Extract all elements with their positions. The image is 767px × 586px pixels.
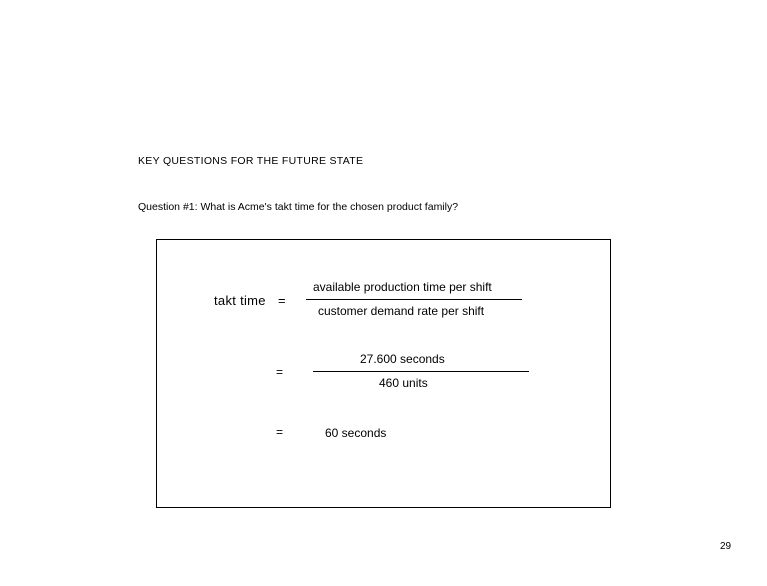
- step2-denominator: 460 units: [379, 376, 428, 390]
- page-number: 29: [720, 541, 732, 552]
- slide-heading: KEY QUESTIONS FOR THE FUTURE STATE: [138, 155, 364, 167]
- fraction-bar-1: [306, 299, 522, 300]
- result-value: 60 seconds: [325, 426, 387, 440]
- formula-box: [156, 239, 611, 508]
- fraction-denominator: customer demand rate per shift: [318, 304, 485, 318]
- takt-time-label: takt time: [214, 293, 266, 308]
- question-text: Question #1: What is Acme's takt time for the chosen product family?: [138, 201, 459, 213]
- equals-sign-3: =: [276, 425, 284, 439]
- fraction-bar-2: [313, 371, 529, 372]
- step2-numerator: 27.600 seconds: [360, 352, 445, 366]
- equals-sign-2: =: [276, 365, 284, 379]
- equals-sign-1: =: [278, 293, 286, 308]
- fraction-numerator: available production time per shift: [313, 280, 492, 294]
